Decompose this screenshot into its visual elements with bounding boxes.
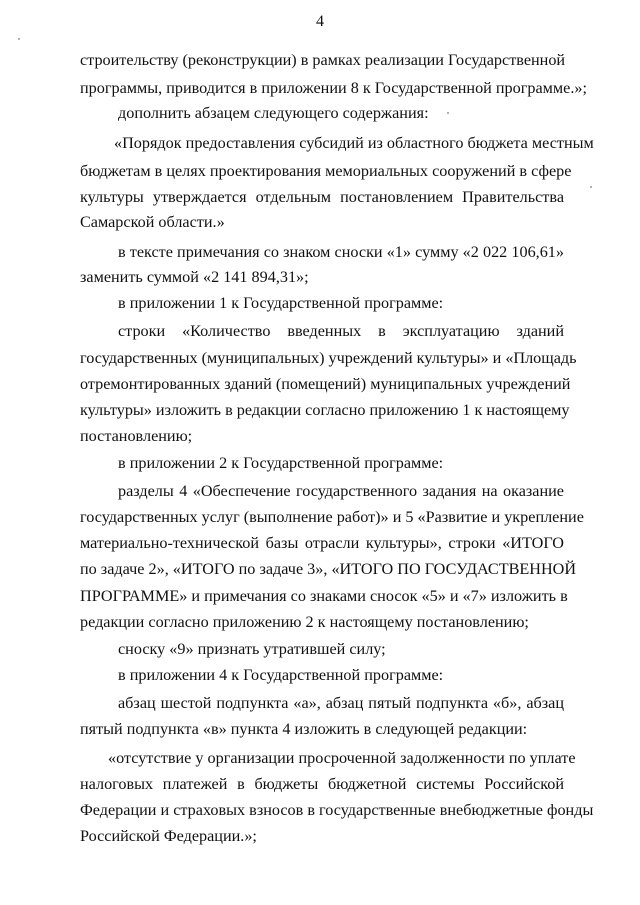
page-number: 4 — [316, 13, 324, 30]
text-line: по задаче 2», «ИТОГО по задаче 3», «ИТОГО ПО ГОСУДАСТВЕННОЙ — [80, 560, 577, 578]
text-line: редакции согласно приложению 2 к настоящему постановлению; — [80, 613, 529, 631]
text-line: строительству (реконструкции) в рамках реализации Государственной — [80, 51, 566, 69]
text-line: бюджетам в целях проектирования мемориальных сооружений в сфере — [80, 162, 572, 180]
text-line: Федерации и страховых взносов в государственные внебюджетные фонды — [80, 801, 594, 819]
text-line: отремонтированных зданий (помещений) муниципальных учреждений — [80, 375, 571, 393]
text-line: разделы 4 «Обеспечение государственного задания на оказание — [118, 482, 564, 500]
text-line: программы, приводится в приложении 8 к Государственной программе.»; — [80, 79, 587, 97]
text-line: в приложении 4 к Государственной программе: — [118, 666, 444, 684]
text-line: в приложении 1 к Государственной программе: — [118, 294, 444, 312]
text-line: абзац шестой подпункта «а», абзац пятый подпункта «б», абзац — [118, 694, 564, 712]
text-line: материально-технической базы отрасли культуры», строки «ИТОГО — [80, 534, 564, 552]
text-line: строки «Количество введенных в эксплуатацию зданий — [118, 322, 564, 340]
text-line: пятый подпункта «в» пункта 4 изложить в следующей редакции: — [80, 720, 528, 738]
text-line: постановлению; — [80, 427, 193, 445]
text-line: дополнить абзацем следующего содержания: — [118, 104, 429, 122]
text-line: культуры» изложить в редакции согласно приложению 1 к настоящему — [80, 401, 570, 419]
text-line: культуры утверждается отдельным постановлением Правительства — [80, 188, 564, 206]
text-line: в тексте примечания со знаком сноски «1» сумму «2 022 106,61» — [118, 243, 564, 261]
scan-speck — [447, 112, 449, 114]
text-line: государственных услуг (выполнение работ)» и 5 «Развитие и укрепление — [80, 508, 584, 526]
text-line: налоговых платежей в бюджеты бюджетной системы Российской — [80, 775, 564, 793]
text-line: ПРОГРАММЕ» и примечания со знаками сносок «5» и «7» изложить в — [80, 587, 568, 605]
text-line: в приложении 2 к Государственной программе: — [118, 454, 444, 472]
text-line: государственных (муниципальных) учреждений культуры» и «Площадь — [80, 349, 577, 367]
scan-speck — [18, 38, 20, 40]
text-line: Российской Федерации.»; — [80, 827, 257, 845]
text-line: заменить суммой «2 141 894,31»; — [80, 268, 309, 286]
text-line: сноску «9» признать утратившей силу; — [118, 640, 386, 658]
text-line: «Порядок предоставления субсидий из областного бюджета местным — [114, 134, 594, 152]
text-line: «отсутствие у организации просроченной задолженности по уплате — [108, 749, 576, 767]
scan-speck — [590, 186, 592, 188]
text-line: Самарской области.» — [80, 213, 225, 231]
